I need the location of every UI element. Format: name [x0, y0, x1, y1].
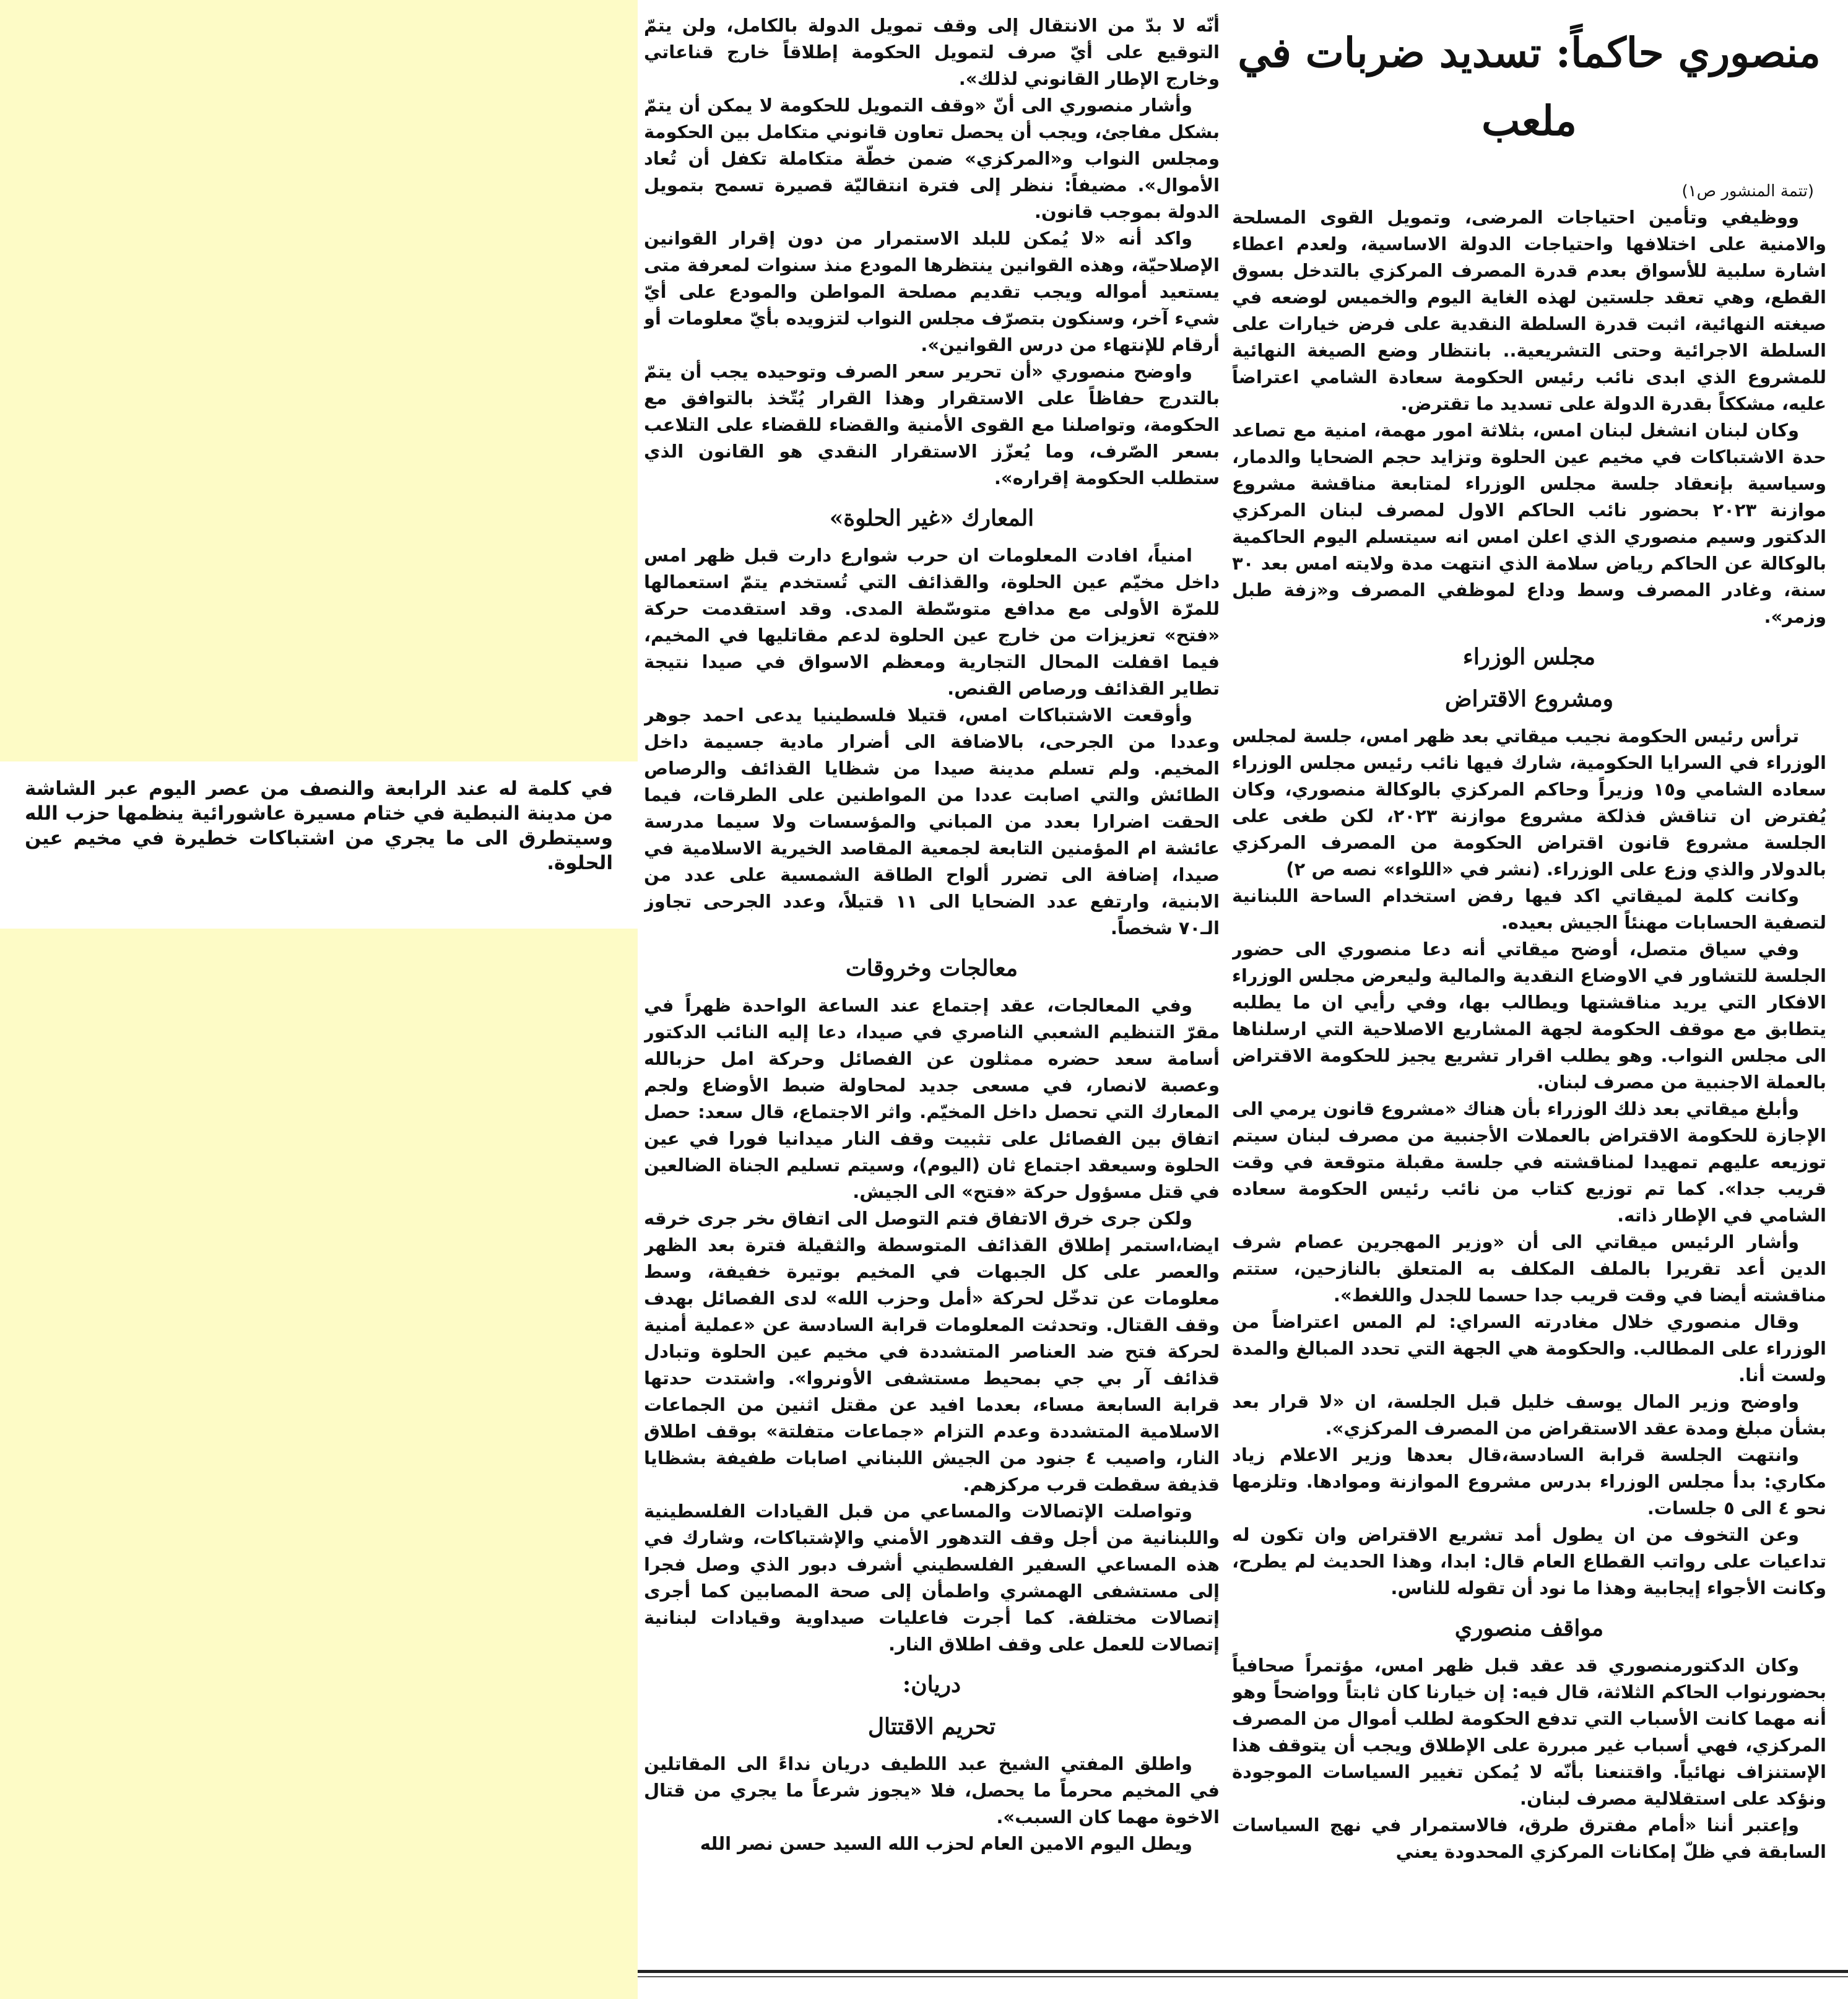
bottom-rule [638, 1970, 1848, 1973]
right-column-paragraph: وانتهت الجلسة قرابة السادسة،قال بعدها وزير الاعلام زياد مكاري: بدأ مجلس الوزراء بدرس مشروع الموازنة وموادها. وتلزمها نحو ٤ الى ٥ جلسات. [1232, 1444, 1826, 1519]
continued-note: (تتمة المنشور ص١) [1681, 182, 1814, 201]
right-column-paragraph: ترأس رئيس الحكومة نجيب ميقاتي بعد ظهر امس، جلسة لمجلس الوزراء في السرايا الحكومية، شارك فيها نائب رئيس مجلس الوزراء سعاده الشامي و١٥ وزيراً وحاكم المركزي بالوكالة منصوري، وكان يُفترض ان تناقش فذلكة مشروع موازنة ٢٠٢٣، لكن طغى على الجلسة مشروع قانون اقتراض الحكومة من المصرف المركزي بالدولار والذي وزع على الوزراء. (نشر في «اللواء» نصه ص ٢) [1232, 726, 1826, 880]
right-column-subheading: ومشروع الاقتراض [1444, 686, 1614, 712]
sidebar-text: في كلمة له عند الرابعة والنصف من عصر اليوم عبر الشاشة من مدينة النبطية في ختام مسيرة عاشورائية ينظمها حزب الله وسيتطرق الى ما يجري من اشتباكات خطيرة في مخيم عين الحلوة. [25, 778, 613, 874]
middle-column-paragraph: ولكن جرى خرق الاتفاق فتم التوصل الى اتفاق ىخر جرى خرقه ايضا،استمر إطلاق القذائف المتوسطة والثقيلة فترة بعد الظهر والعصر على كل الجبهات في المخيم بوتيرة خفيفة، وسط معلومات عن تدخّل لحركة «أمل وحزب الله» لدى الفصائل بهدف وقف القتال. وتحدثت المعلومات قرابة السادسة عن «عملية أمنية لحركة فتح ضد العناصر المتشددة في مخيم عين الحلوة وتبادل قذائف آر بي جي بمحيط مستشفى الأونروا». واشتدت حدتها قرابة السابعة مساء، بعدما افيد عن مقتل اثنين من الجماعات الاسلامية المتشددة وعدم التزام «جماعات متفلتة» بوقف اطلاق النار، واصيب ٤ جنود من الجيش اللبناني اصابات طفيفة بشظايا قذيفة سقطت قرب مركزهم. [644, 1208, 1220, 1495]
middle-column-paragraph: امنياً، افادت المعلومات ان حرب شوارع دارت قبل ظهر امس داخل مخيّم عين الحلوة، والقذائف التي تُستخدم يتمّ استعمالها للمرّة الأولى مع مدافع متوسّطة المدى. وقد استقدمت حركة «فتح» تعزيزات من خارج عين الحلوة لدعم مقاتليها في المخيم، فيما اقفلت المحال التجارية ومعظم الاسواق في صيدا نتيجة تطاير القذائف ورصاص القنص. [644, 545, 1220, 699]
middle-column-subheading: معالجات وخروقات [845, 955, 1018, 981]
middle-column-paragraph: أنّه لا بدّ من الانتقال إلى وقف تمويل الدولة بالكامل، ولن يتمّ التوقيع على أيّ صرف لتمويل الحكومة إطلاقاً خارج قناعاتي وخارج الإطار القانوني لذلك». [644, 15, 1220, 89]
middle-column-subheading: تحريم الاقتتال [867, 1714, 996, 1740]
right-column-paragraph: واوضح وزير المال يوسف خليل قبل الجلسة، ان «لا قرار بعد بشأن مبلغ ومدة عقد الاستقراض من المصرف المركزي». [1232, 1391, 1826, 1439]
middle-column-paragraph: واكد أنه «لا يُمكن للبلد الاستمرار من دون إقرار القوانين الإصلاحيّة، وهذه القوانين ينتظرها المودع منذ سنوات لمعرفة متى يستعيد أمواله ويجب تقديم مصلحة المواطن والمودع على أيّ شيء آخر، وسنكون بتصرّف مجلس النواب لتزويده بأيّ معلومات أو أرقام للإنتهاء من درس القوانين». [644, 228, 1220, 355]
bottom-rule-thin [638, 1976, 1848, 1977]
right-column-paragraph: وعن التخوف من ان يطول أمد تشريع الاقتراض وان تكون له تداعيات على رواتب القطاع العام قال: ابدا، وهذا الحديث لم يطرح، وكانت الأجواء إيجابية وهذا ما نود أن تقوله للناس. [1232, 1524, 1826, 1598]
right-column-paragraph: وكانت كلمة لميقاتي اكد فيها رفض استخدام الساحة اللبنانية لتصفية الحسابات مهنئاً الجيش بعيده. [1232, 885, 1826, 933]
middle-column-body [644, 12, 1220, 1857]
middle-column-paragraph: وأوقعت الاشتباكات امس، قتيلا فلسطينيا يدعى احمد جوهر وعددا من الجرحى، بالاضافة الى أضرار مادية جسيمة داخل المخيم. ولم تسلم مدينة صيدا من شظايا القذائف والرصاص الطائش والتي اصابت عددا من المواطنين على الطرقات، فيما الحقت اضرارا بعدد من المباني والمؤسسات ولا سيما مدرسة عائشة ام المؤمنين التابعة لجمعية المقاصد الخيرية الاسلامية في صيدا، إضافة الى تضرر ألواح الطاقة الشمسية على عدد من الابنية، وارتفع عدد الضحايا الى ١١ قتيلاً، وعدد الجرحى تجاوز الـ٧٠ شخصاً. [644, 705, 1220, 939]
middle-column-subheading: المعارك «غير الحلوة» [829, 505, 1035, 531]
right-column-paragraph: وأبلغ ميقاتي بعد ذلك الوزراء بأن هناك «مشروع قانون يرمي الى الإجازة للحكومة الاقتراض بالعملات الأجنبية من مصرف لبنان سيتم توزيعه عليهم تمهيدا لمناقشته في جلسة مقبلة متوقعة في وقت قريب جدا». كما تم توزيع كتاب من نائب رئيس الحكومة سعاده الشامي في الإطار ذاته. [1232, 1098, 1826, 1226]
margin-area-top [0, 0, 638, 761]
middle-column-paragraph: وتواصلت الإتصالات والمساعي من قبل القيادات الفلسطينية واللبنانية من أجل وقف التدهور الأمني والإشتباكات، وشارك في هذه المساعي السفير الفلسطيني أشرف دبور الذي وصل فجرا إلى مستشفى الهمشري واطمأن إلى صحة المصابين كما أجرى إتصالات مختلفة. كما أجرت فاعليات صيداوية وقيادات لبنانية إتصالات للعمل على وقف اطلاق النار. [644, 1501, 1220, 1655]
right-column-body [1232, 204, 1826, 1865]
article-column-right [1232, 12, 1826, 1931]
sidebar-continuation [0, 765, 638, 926]
article-column-middle [644, 12, 1220, 1931]
middle-column-paragraph: واطلق المفتي الشيخ عبد اللطيف دريان نداءً الى المقاتلين في المخيم محرماً ما يحصل، فلا «يجوز شرعاً ما يجري من قتال الاخوة مهما كان السبب». [644, 1753, 1220, 1828]
right-column-subheading: مواقف منصوري [1454, 1615, 1604, 1641]
middle-column-paragraph: وأشار منصوري الى أنّ «وقف التمويل للحكومة لا يمكن أن يتمّ بشكل مفاجئ، ويجب أن يحصل تعاون قانوني متكامل بين الحكومة ومجلس النواب و«المركزي» ضمن خطّة متكاملة تكفل أن تُعاد الأموال». مضيفاً: ننظر إلى فترة انتقاليّة قصيرة تسمح بتمويل الدولة بموجب قانون. [644, 95, 1220, 222]
right-column-paragraph: وإعتبر أننا «أمام مفترق طرق، فالاستمرار في نهج السياسات السابقة في ظلّ إمكانات المركزي المحدودة يعني [1232, 1815, 1826, 1862]
right-column-paragraph: وقال منصوري خلال مغادرته السراي: لم المس اعتراضاً من الوزراء على المطالب. والحكومة هي الجهة التي تحدد المبالغ والمدة ولست أنا. [1232, 1311, 1826, 1385]
middle-column-paragraph: وفي المعالجات، عقد إجتماع عند الساعة الواحدة ظهراً في مقرّ التنظيم الشعبي الناصري في صيدا، دعا إليه النائب الدكتور أسامة سعد حضره ممثلون عن الفصائل وحركة امل حزبالله وعصبة لانصار، في مسعى جديد لمحاولة ضبط الأوضاع ولجم المعارك التي تحصل داخل المخيّم. واثر الاجتماع، قال سعد: حصل اتفاق بين الفصائل على تثبيت وقف النار ميدانيا فورا في عين الحلوة وسيعقد اجتماع ثان (اليوم)، وسيتم تسليم الجناة الضالعين في قتل مسؤول حركة «فتح» الى الجيش. [644, 995, 1220, 1202]
right-column-paragraph: ووظيفي وتأمين احتياجات المرضى، وتمويل القوى المسلحة والامنية على اختلافها واحتياجات الدولة الاساسية، ولعدم اعطاء اشارة سلبية للأسواق بعدم قدرة المصرف المركزي بالتدخل بسوق القطع، وهي تعقد جلستين لهذه الغاية اليوم والخميس لوضعه في صيغته النهائية، اثبت قدرة السلطة النقدية على فرض خيارات على السلطة الاجرائية وحتى التشريعية.. بانتظار وضع الصيغة النهائية للمشروع الذي ابدى نائب رئيس الحكومة سعادة الشامي اعتراضاً عليه، مشككاً بقدرة الدولة على تسديد ما تقترض. [1232, 207, 1826, 414]
right-column-subheading: مجلس الوزراء [1462, 644, 1596, 670]
right-column-paragraph: وكان الدكتورمنصوري قد عقد قبل ظهر امس، مؤتمراً صحافياً بحضورنواب الحاكم الثلاثة، قال فيه: إن خيارنا كان ثابتاً وواضحاً وهو أنه مهما كانت الأسباب التي تدفع الحكومة لطلب أموال من المصرف المركزي، فهي أسباب غير مبررة على الإطلاق ويجب أن يتوقف هذا الإستنزاف نهائياً. واقتنعنا بأنّه لا يُمكن تغيير السياسات الموجودة ونؤكد على استقلالية مصرف لبنان. [1232, 1655, 1826, 1809]
middle-column-subheading: دريان: [902, 1672, 961, 1698]
middle-column-paragraph: ويطل اليوم الامين العام لحزب الله السيد حسن نصر الله [700, 1833, 1192, 1854]
middle-column-paragraph: واوضح منصوري «أن تحرير سعر الصرف وتوحيده يجب أن يتمّ بالتدرج حفاظاً على الاستقرار وهذا القرار يُتّخذ بالتوافق مع الحكومة، وتواصلنا مع القوى الأمنية والقضاء للقضاء على التلاعب بسعر الصّرف، وما يُعزّز الاستقرار النقدي هو القانون الذي ستطلب الحكومة إقراره». [644, 361, 1220, 488]
right-column-paragraph: وكان لبنان انشغل لبنان امس، بثلاثة امور مهمة، امنية مع تصاعد حدة الاشتباكات في مخيم عين الحلوة وتزايد حجم الضحايا والدمار، وسياسية بإنعقاد جلسة مجلس الوزراء لمتابعة مناقشة مشروع موازنة ٢٠٢٣ بحضور نائب الحاكم الاول لمصرف لبنان المركزي الدكتور وسيم منصوري الذي اعلن امس انه سيتسلم اليوم الحاكمية بالوكالة عن الحاكم رياض سلامة الذي انتهت مدة ولايته امس بعد ٣٠ سنة، وغادر المصرف وسط وداع لموظفي المصرف و«زفة طبل وزمر». [1232, 420, 1826, 627]
right-column-paragraph: وأشار الرئيس ميقاتي الى أن «وزير المهجرين عصام شرف الدين أعد تقريرا بالملف المكلف به المتعلق بالنازحين، ستتم مناقشته أيضا في وقت قريب جدا حسما للجدل واللغط». [1232, 1231, 1826, 1306]
article-headline: منصوري حاكماً: تسديد ضربات في ملعب [1238, 28, 1821, 145]
margin-area-bottom [0, 929, 638, 1999]
right-column-paragraph: وفي سياق متصل، أوضح ميقاتي أنه دعا منصوري الى حضور الجلسة للتشاور في الاوضاع النقدية والمالية وليعرض مجلس الوزراء الافكار التي يريد مناقشتها ويطالب بها، وفي رأيي ان ما يطلبه يتطابق مع موقف الحكومة لجهة المشاريع الاصلاحية التي ارسلناها الى مجلس النواب. وهو يطلب اقرار تشريع يجيز للحكومة الاقتراض بالعملة الاجنبية من مصرف لبنان. [1232, 939, 1826, 1093]
